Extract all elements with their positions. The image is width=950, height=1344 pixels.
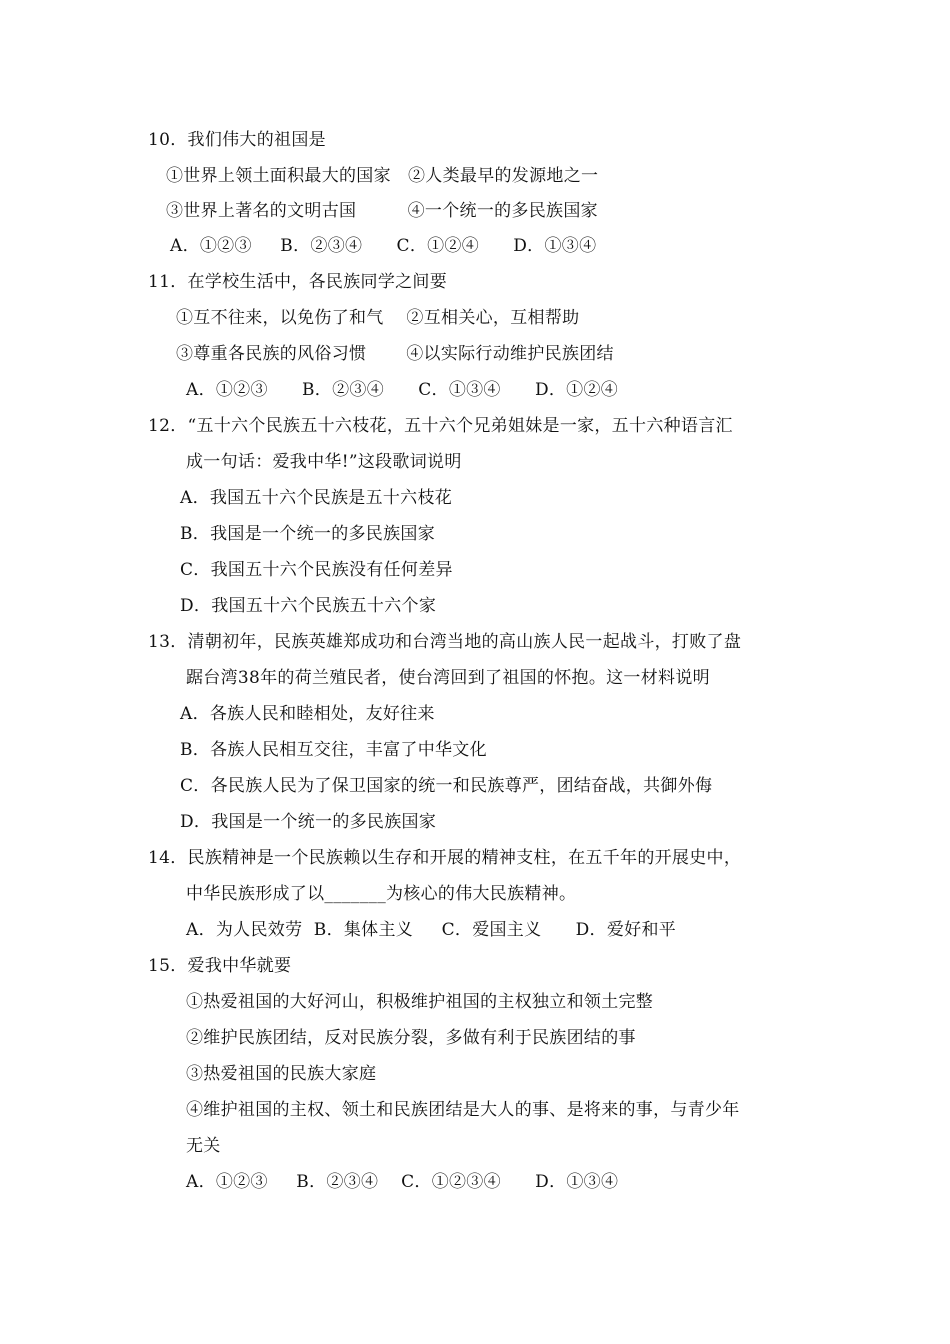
question-11-statement-2: ③尊重各民族的风俗习惯 ④以实际行动维护民族团结 [176, 344, 614, 364]
question-15-statement-2: ②维护民族团结，反对民族分裂，多做有利于民族团结的事 [186, 1028, 636, 1048]
question-12-option-b: B．我国是一个统一的多民族国家 [180, 524, 435, 544]
question-11-statement-1: ①互不往来，以免伤了和气 ②互相关心，互相帮助 [176, 308, 580, 328]
question-14-options: A．为人民效劳 B．集体主义 C．爱国主义 D．爱好和平 [186, 920, 677, 940]
question-13-stem-line-1: 13．清朝初年，民族英雄郑成功和台湾当地的高山族人民一起战斗，打败了盘 [148, 632, 742, 652]
question-15-statement-4-continued: 无关 [186, 1136, 221, 1156]
question-15-options: A．①②③ B．②③④ C．①②③④ D．①③④ [186, 1172, 619, 1192]
question-13-option-c: C．各民族人民为了保卫国家的统一和民族尊严，团结奋战，共御外侮 [180, 776, 713, 796]
question-13-stem-line-2: 踞台湾38年的荷兰殖民者，使台湾回到了祖国的怀抱。这一材料说明 [186, 668, 710, 688]
question-13-option-a: A．各族人民和睦相处，友好往来 [180, 704, 435, 724]
question-12-stem-line-2: 成一句话：爱我中华!”这段歌词说明 [186, 452, 462, 472]
question-15-statement-3: ③热爱祖国的民族大家庭 [186, 1064, 377, 1084]
question-15-statement-4: ④维护祖国的主权、领土和民族团结是大人的事、是将来的事，与青少年 [186, 1100, 740, 1120]
question-15-statement-1: ①热爱祖国的大好河山，积极维护祖国的主权独立和领土完整 [186, 992, 654, 1012]
question-11-stem: 11．在学校生活中，各民族同学之间要 [148, 272, 448, 292]
question-12-option-c: C．我国五十六个民族没有任何差异 [180, 560, 453, 580]
question-10-options: A．①②③ B．②③④ C．①②④ D．①③④ [170, 236, 597, 256]
question-10-statement-1: ①世界上领土面积最大的国家 ②人类最早的发源地之一 [166, 166, 599, 186]
question-13-option-d: D．我国是一个统一的多民族国家 [180, 812, 437, 832]
question-13-option-b: B．各族人民相互交往，丰富了中华文化 [180, 740, 487, 760]
question-12-stem-line-1: 12．“五十六个民族五十六枝花，五十六个兄弟姐妹是一家，五十六种语言汇 [148, 416, 733, 436]
question-10-statement-2: ③世界上著名的文明古国 ④一个统一的多民族国家 [166, 201, 598, 221]
question-12-option-d: D．我国五十六个民族五十六个家 [180, 596, 437, 616]
question-12-option-a: A．我国五十六个民族是五十六枝花 [180, 488, 453, 508]
question-14-stem-line-1: 14．民族精神是一个民族赖以生存和开展的精神支柱，在五千年的开展史中， [148, 848, 742, 868]
question-15-stem: 15．爱我中华就要 [148, 956, 292, 976]
question-14-stem-line-2: 中华民族形成了以_______为核心的伟大民族精神。 [186, 884, 577, 904]
question-10-stem: 10．我们伟大的祖国是 [148, 130, 326, 150]
question-11-options: A．①②③ B．②③④ C．①③④ D．①②④ [186, 380, 619, 400]
